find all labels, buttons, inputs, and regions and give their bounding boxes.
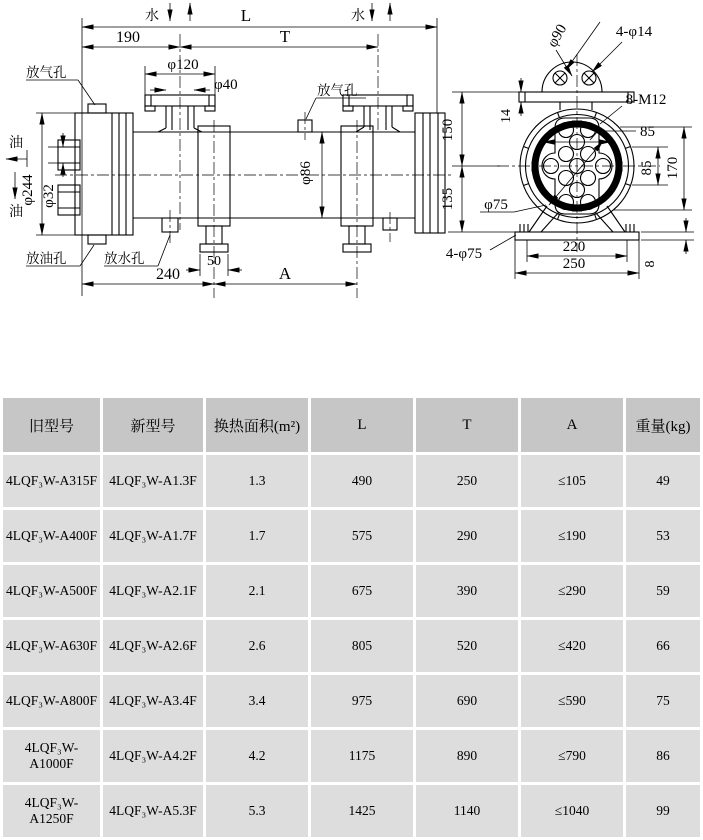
- label-dim-240: 240: [156, 266, 180, 283]
- table-cell: 4LQF₃W-A3.4F: [103, 675, 203, 727]
- table-cell: 4.2: [206, 730, 308, 782]
- table-row: [3, 510, 700, 562]
- table-row: [3, 675, 700, 727]
- label-dim-d86: φ86: [298, 161, 314, 185]
- table-cell: 575: [311, 510, 413, 562]
- table-cell: 3.4: [206, 675, 308, 727]
- label-dim-T: T: [279, 27, 291, 46]
- table-cell: 4LQF₃W-A1250F: [3, 785, 100, 837]
- col-header-T: T: [416, 398, 518, 452]
- bolt-hole-right: [582, 71, 596, 85]
- table-cell: 4LQF₃W-A315F: [3, 455, 100, 507]
- label-oil-top: 油: [9, 136, 23, 151]
- table-cell: 1.3: [206, 455, 308, 507]
- table-cell: 1425: [311, 785, 413, 837]
- table-cell: 250: [416, 455, 518, 507]
- label-dim-14: 14: [499, 109, 514, 123]
- table-cell: 2.6: [206, 620, 308, 672]
- table-row: [3, 620, 700, 672]
- table-row: [3, 455, 700, 507]
- oil-port-upper: [58, 140, 80, 170]
- table-cell: 4LQF₃W-A2.6F: [103, 620, 203, 672]
- col-header-old-model: 旧型号: [3, 398, 100, 452]
- label-dim-L: L: [240, 6, 252, 25]
- label-holes-base: 4-φ75: [445, 246, 483, 262]
- label-dim-d40: φ40: [214, 77, 238, 93]
- label-dim-135: 135: [440, 187, 456, 211]
- label-dim-85-right: 85: [639, 160, 655, 176]
- label-dim-A: A: [278, 264, 292, 283]
- table-cell: ≤105: [521, 455, 623, 507]
- label-dim-d90: φ90: [544, 21, 571, 51]
- table-cell: 1175: [311, 730, 413, 782]
- table-cell: 4LQF₃W-A800F: [3, 675, 100, 727]
- table-cell: 4LQF₃W-A1000F: [3, 730, 100, 782]
- label-dim-d75: φ75: [484, 197, 508, 213]
- label-dim-150: 150: [440, 118, 456, 142]
- col-header-A: A: [521, 398, 623, 452]
- label-holes-top: 4-φ14: [615, 24, 653, 40]
- table-cell: 75: [626, 675, 700, 727]
- table-cell: ≤790: [521, 730, 623, 782]
- table-cell: 4LQF₃W-A400F: [3, 510, 100, 562]
- oil-port-lower: [58, 185, 80, 215]
- table-cell: 2.1: [206, 565, 308, 617]
- table-cell: ≤590: [521, 675, 623, 727]
- label-oil-drain: 放油孔: [26, 251, 67, 266]
- end-view: [440, 22, 694, 279]
- table-cell: 675: [311, 565, 413, 617]
- table-cell: 99: [626, 785, 700, 837]
- label-dim-d244: φ244: [20, 174, 36, 206]
- table-cell: 4LQF₃W-A1.3F: [103, 455, 203, 507]
- table-cell: 86: [626, 730, 700, 782]
- table-cell: 490: [311, 455, 413, 507]
- col-header-weight: 重量(kg): [626, 398, 700, 452]
- top-water-flange: [519, 62, 634, 110]
- bolt-hole-left: [553, 71, 567, 85]
- table-cell: ≤420: [521, 620, 623, 672]
- label-dim-85-top: 85: [640, 124, 655, 140]
- table-header-row: [3, 398, 700, 452]
- table-cell: 4LQF₃W-A500F: [3, 565, 100, 617]
- label-water-left: 水: [145, 9, 159, 24]
- table-cell: 390: [416, 565, 518, 617]
- table-cell: 4LQF₃W-A4.2F: [103, 730, 203, 782]
- label-dim-170: 170: [665, 156, 681, 180]
- table-cell: 805: [311, 620, 413, 672]
- cooler-body: [58, 95, 445, 252]
- table-cell: 4LQF₃W-A630F: [3, 620, 100, 672]
- table-cell: ≤290: [521, 565, 623, 617]
- label-dim-220: 220: [562, 239, 586, 255]
- shell-cross-section: [515, 62, 639, 240]
- side-view: [6, 3, 452, 298]
- table-cell: 690: [416, 675, 518, 727]
- table-row: [3, 565, 700, 617]
- label-bolts: 8-M12: [625, 92, 667, 108]
- label-water-drain: 放水孔: [104, 251, 145, 266]
- table-cell: 4LQF₃W-A2.1F: [103, 565, 203, 617]
- table-cell: 5.3: [206, 785, 308, 837]
- col-header-L: L: [311, 398, 413, 452]
- table-row: [3, 785, 700, 837]
- table-cell: ≤190: [521, 510, 623, 562]
- table-cell: 1.7: [206, 510, 308, 562]
- oil-drain-boss: [88, 235, 106, 244]
- table-cell: 4LQF₃W-A5.3F: [103, 785, 203, 837]
- table-cell: 49: [626, 455, 700, 507]
- col-header-heat-area: 换热面积(m²): [206, 398, 308, 452]
- label-dim-190: 190: [116, 29, 140, 46]
- table-row: [3, 730, 700, 782]
- label-dim-d32: φ32: [41, 184, 57, 208]
- label-dim-8: 8: [643, 260, 658, 268]
- col-header-new-model: 新型号: [103, 398, 203, 452]
- label-dim-d120: φ120: [167, 57, 199, 73]
- label-vent-left: 放气孔: [26, 65, 67, 80]
- engineering-drawing: [0, 0, 703, 330]
- air-vent-boss-left: [88, 104, 106, 113]
- table-cell: 975: [311, 675, 413, 727]
- table-cell: 290: [416, 510, 518, 562]
- table-cell: 1140: [416, 785, 518, 837]
- table-cell: 890: [416, 730, 518, 782]
- table-cell: 53: [626, 510, 700, 562]
- label-vent-right: 放气孔: [317, 83, 358, 98]
- table-cell: 59: [626, 565, 700, 617]
- label-dim-250: 250: [562, 256, 586, 272]
- label-oil-bottom: 油: [9, 205, 23, 220]
- table-cell: 520: [416, 620, 518, 672]
- table-cell: 4LQF₃W-A1.7F: [103, 510, 203, 562]
- table-cell: ≤1040: [521, 785, 623, 837]
- label-dim-50: 50: [207, 254, 221, 269]
- spec-table: [0, 395, 703, 840]
- label-water-right: 水: [351, 9, 365, 24]
- table-cell: 66: [626, 620, 700, 672]
